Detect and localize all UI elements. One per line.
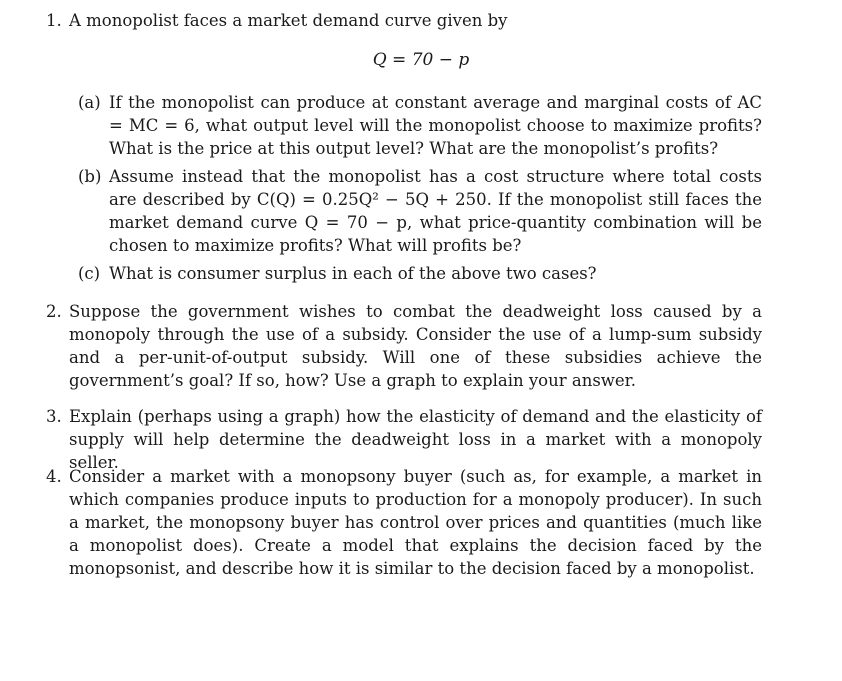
problem-number: 1.: [46, 11, 62, 30]
problem-1-part-a: [78, 91, 762, 160]
problem-number: 3.: [46, 407, 62, 426]
problem-1: [46, 9, 762, 32]
problem-text: Suppose the government wishes to combat the deadweight loss caused by a monopoly through the use of a subsidy. Consider the use of a lump-sum subsidy and a per-unit-of-output subsidy. Will one of these subsidies achieve the government’s goal? If so, how? Use a graph to explain your answer.: [69, 302, 762, 390]
problem-text: Explain (perhaps using a graph) how the elasticity of demand and the elasticity of supply will help determine the deadweight loss in a market with a monopoly seller.: [69, 407, 762, 472]
problem-4: [46, 465, 762, 580]
problem-number: 4.: [46, 467, 62, 486]
part-label: (a): [78, 93, 101, 112]
part-text: If the monopolist can produce at constant average and marginal costs of AC = MC = 6, what output level will the monopolist choose to maximize profits? What is the price at this output level? What are the monopolist’s profits?: [109, 93, 762, 158]
part-text: What is consumer surplus in each of the above two cases?: [109, 264, 597, 283]
problem-1-part-c: [78, 262, 762, 285]
part-label: (c): [78, 264, 101, 283]
problem-1-part-b: [78, 165, 762, 257]
problem-text: A monopolist faces a market demand curve given by: [69, 11, 508, 30]
problem-text: Consider a market with a monopsony buyer (such as, for example, a market in which companies produce inputs to production for a monopoly producer). In such a market, the monopsony buyer has control over prices and quantities (much like a monopolist does). Create a model that explains the decision faced by the monopsonist, and describe how it is similar to the decision faced by a monopolist.: [69, 467, 762, 578]
part-label: (b): [78, 167, 102, 186]
problem-3: [46, 405, 762, 474]
part-text: Assume instead that the monopolist has a cost structure where total costs are described by C(Q) = 0.25Q² − 5Q + 250. If the monopolist still faces the market demand curve Q = 70 − p, what price-quantity combination will be chosen to maximize profits? What will profits be?: [109, 167, 762, 255]
demand-equation: Q = 70 − p: [372, 50, 470, 70]
problem-number: 2.: [46, 302, 62, 321]
problem-2: [46, 300, 762, 392]
